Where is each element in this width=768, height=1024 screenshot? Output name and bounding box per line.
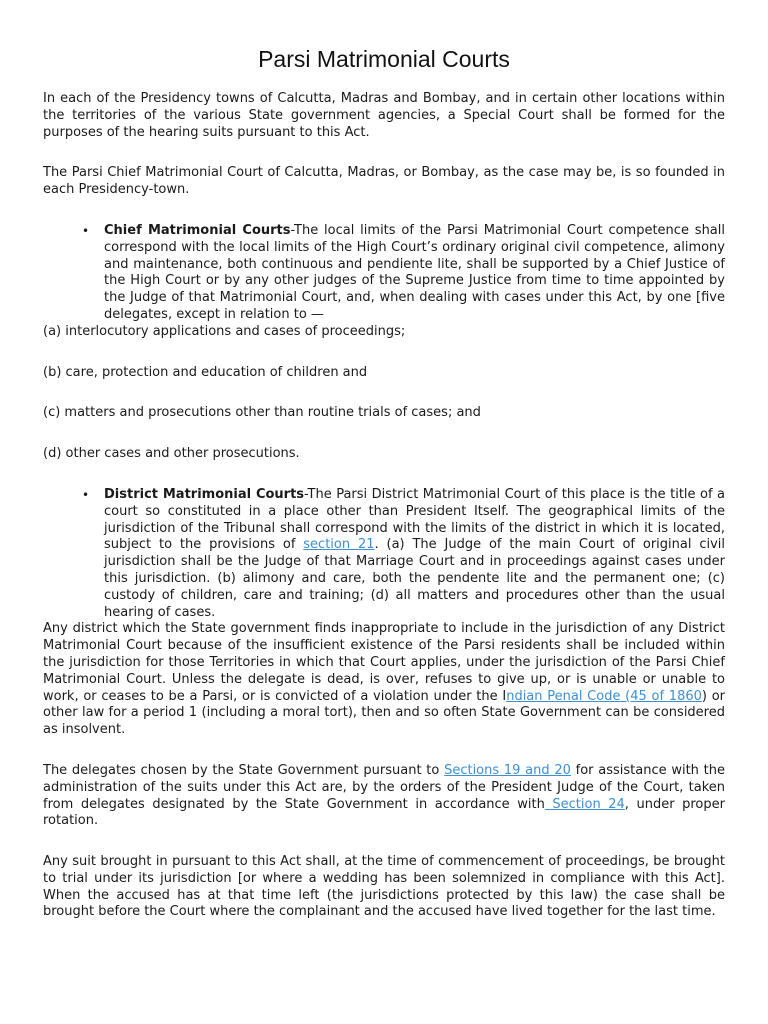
- bullet-icon: •: [82, 487, 90, 502]
- paragraph-delegates: [43, 763, 725, 830]
- paragraph-delegates-after: , under proper rotation.: [43, 796, 725, 829]
- list-item-d: (d) other cases and other prosecutions.: [43, 446, 300, 462]
- bullet-text-chief: -The local limits of the Parsi Matrimonial Court competence shall correspond with the local limits of the High Court’s ordinary original civil competence, alimony and maintenance, both continuous and pendiente lite, shall be supported by a Chief Justice of the High Court or by any other judges of the Supreme Justice from time to time appointed by the Judge of that Matrimonial Court, and, when dealing with cases under this Act, by one [five delegates, except in relation to —: [104, 222, 725, 322]
- list-item-c: (c) matters and prosecutions other than routine trials of cases; and: [43, 405, 481, 421]
- list-item-b: (b) care, protection and education of children and: [43, 364, 368, 380]
- link-sections-19-20[interactable]: Sections 19 and 20: [444, 762, 571, 778]
- paragraph-chief-court-founding: The Parsi Chief Matrimonial Court of Calcutta, Madras, or Bombay, as the case may be, is so founded in each Presidency-town.: [43, 165, 725, 198]
- paragraph-district-exclusion: [43, 621, 725, 739]
- paragraph-district-exclusion-after: ) or other law for a period 1 (including a moral tort), then and so often State Government can be considered as insolvent.: [43, 688, 725, 738]
- paragraph-delegates-middle: for assistance with the administration of the suits under this Act are, by the orders of the President Judge of the Court, taken from delegates designated by the State Government in accordance with: [43, 762, 725, 812]
- bullet-heading-chief: Chief Matrimonial Courts: [104, 222, 291, 238]
- paragraph-suit-jurisdiction: Any suit brought in pursuant to this Act shall, at the time of commencement of proceedings, be brought to trial under its jurisdiction [or where a wedding has been solemnized in compliance with this Act]. When the accused has at that time left (the jurisdictions protected by this law) the case shall be brought before the Court where the complainant and the accused have lived together for the last time.: [43, 854, 725, 920]
- link-indian-penal-code[interactable]: ndian Penal Code (45 of 1860: [506, 688, 702, 704]
- bullet-text-district-before: -The Parsi District Matrimonial Court of this place is the title of a court so constituted in a place other than President Itself. The geographical limits of the jurisdiction of the Tribunal shall correspond with the limits of the district in which it is located, subject to the provisions of: [104, 486, 726, 553]
- link-section-21[interactable]: section 21: [303, 537, 375, 553]
- bullet-heading-district: District Matrimonial Courts: [104, 486, 305, 502]
- bullet-text-district-after: . (a) The Judge of the main Court of original civil jurisdiction shall be the Judge of that Marriage Court and in proceedings against cases under this jurisdiction. (b) alimony and care, both the pendente lite and the permanent one; (c) custody of children, care and training; (d) all matters and procedures other than the usual hearing of cases.: [104, 537, 725, 620]
- paragraph-district-exclusion-before: Any district which the State government finds inappropriate to include in the jurisdiction of any District Matrimonial Court because of the insufficient existence of the Parsi residents shall be included within the jurisdiction for those Territories in which that Court applies, under the jurisdiction of the Parsi Chief Matrimonial Court. Unless the delegate is dead, is over, refuses to give up, or is unable or unable to work, or ceases to be a Parsi, or is convicted of a violation under the I: [43, 621, 725, 704]
- page-title: Parsi Matrimonial Courts: [258, 46, 510, 72]
- document-body: [43, 91, 725, 945]
- bullet-district-matrimonial-courts: [82, 486, 726, 621]
- bullet-chief-matrimonial-courts: [82, 222, 725, 324]
- paragraph-intro: In each of the Presidency towns of Calcutta, Madras and Bombay, and in certain other locations within the territories of the various State government agencies, a Special Court shall be formed for the purposes of the hearing suits pursuant to this Act.: [43, 91, 725, 140]
- link-section-24[interactable]: Section 24: [544, 796, 625, 812]
- paragraph-delegates-before: The delegates chosen by the State Government pursuant to: [43, 762, 445, 778]
- list-item-a: (a) interlocutory applications and cases of proceedings;: [43, 323, 406, 339]
- bullet-icon: •: [82, 223, 90, 238]
